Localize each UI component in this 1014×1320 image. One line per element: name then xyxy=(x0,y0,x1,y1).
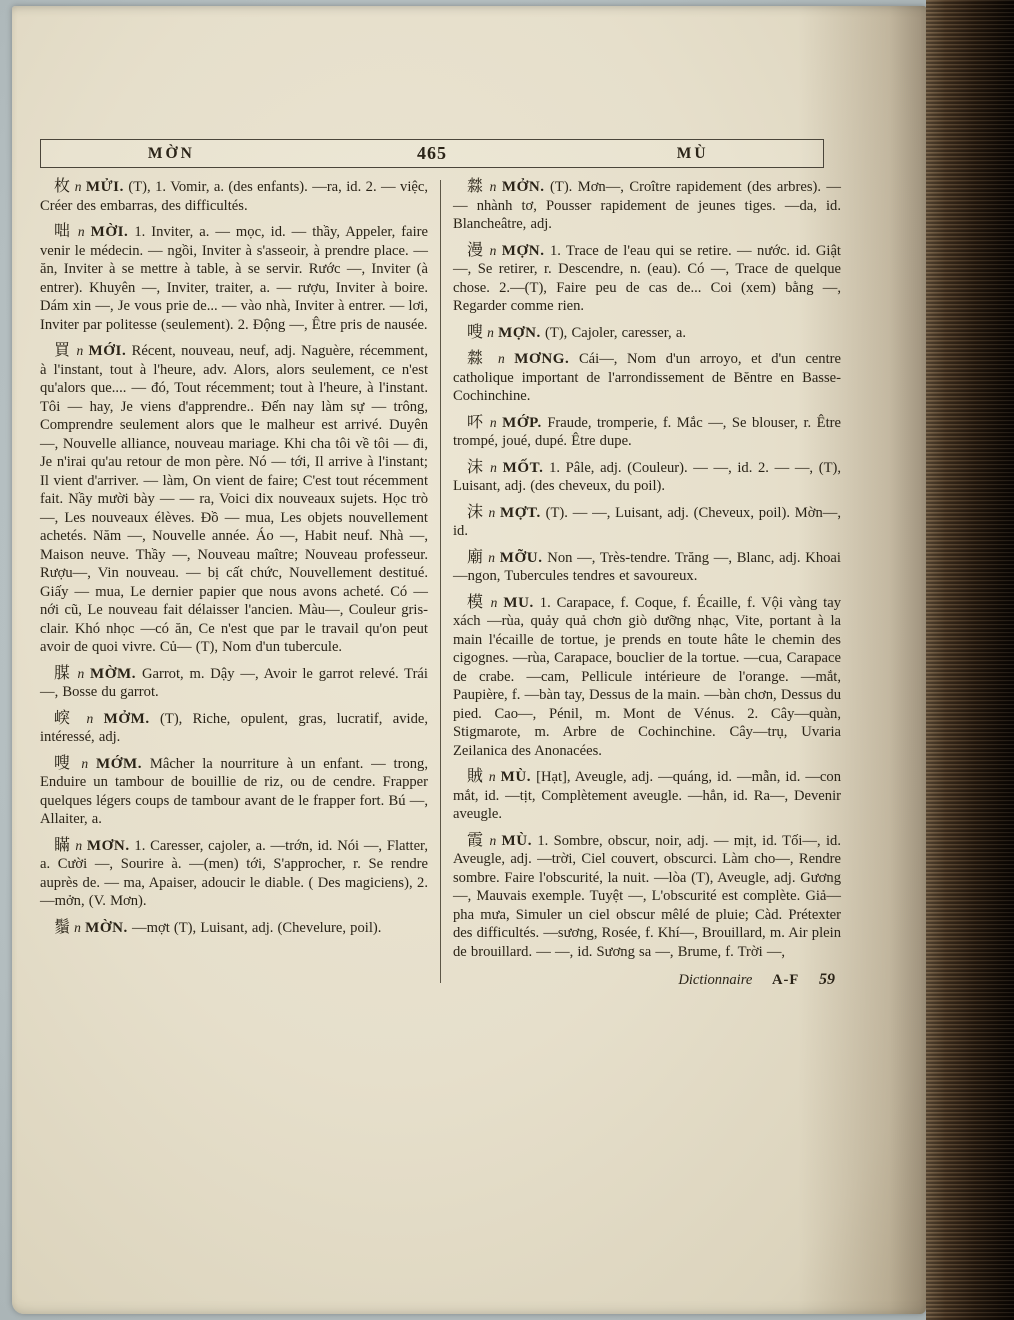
dictionary-entry xyxy=(40,919,428,938)
column-right xyxy=(453,178,841,989)
page-footer xyxy=(453,971,841,989)
part-of-speech: n xyxy=(77,224,85,239)
book-page xyxy=(12,6,926,1314)
running-head-left: MỜN xyxy=(147,144,195,162)
part-of-speech: n xyxy=(490,459,497,475)
part-of-speech: n xyxy=(489,414,497,430)
dictionary-entry xyxy=(453,504,841,541)
hanzi-glyph: 賊 xyxy=(467,768,484,785)
hanzi-glyph: 廟 xyxy=(467,548,484,566)
entry-definition: Cái—, Nom d'un arroyo, et d'un centre catholique important de l'arrondissement de Bĕntre en Basse-Cochinchine. xyxy=(453,351,841,404)
entry-headword: MÙ. xyxy=(501,832,533,849)
hanzi-glyph: 㵘 xyxy=(467,178,485,195)
entry-headword: MU. xyxy=(503,594,534,611)
dictionary-entry xyxy=(453,832,841,962)
entry-headword: MÙ. xyxy=(500,769,532,785)
dictionary-entry xyxy=(40,223,428,334)
entry-definition: (T), Cajoler, caresser, a. xyxy=(545,324,686,341)
entry-headword: MƠNG. xyxy=(514,351,570,367)
part-of-speech: n xyxy=(74,919,81,935)
hanzi-glyph: 漫 xyxy=(467,241,485,259)
part-of-speech: n xyxy=(74,179,82,194)
entry-headword: MỬI. xyxy=(85,179,124,195)
hanzi-glyph: 枚 xyxy=(54,178,71,195)
footer-volume: A-F xyxy=(772,972,800,988)
text-block xyxy=(40,178,842,989)
running-head xyxy=(40,139,824,168)
entry-headword: MỚI. xyxy=(88,343,127,359)
hanzi-glyph: 瞞 xyxy=(54,836,71,854)
part-of-speech: n xyxy=(77,665,85,681)
entry-definition: (T), Riche, opulent, gras, lucratif, avide, intéressé, adj. xyxy=(40,710,429,745)
dictionary-entry xyxy=(453,459,841,496)
entry-headword: MƠN. xyxy=(86,837,130,854)
hanzi-glyph: 嗖 xyxy=(467,323,484,341)
entry-headword: MỢN. xyxy=(501,242,545,259)
hanzi-glyph: 鬚 xyxy=(54,918,71,936)
entry-definition: —mợt (T), Luisant, adj. (Chevelure, poil). xyxy=(132,919,382,936)
hanzi-glyph: 沫 xyxy=(467,503,484,521)
dictionary-entry xyxy=(453,178,841,234)
hanzi-glyph: 沫 xyxy=(467,458,485,476)
part-of-speech: n xyxy=(488,549,496,565)
entry-definition: 1. Sombre, obscur, noir, adj. — mịt, id. Tối—, id. Aveugle, adj. —trời, Ciel couvert, obscurci. Làm cho—, Rendre sombre. Faire l'obscurité, la nuit. —lòa (T), Aveugle, adj. Gương —, Mauvais exemple. Tuyệt —, L'obscurité est complète. Giả—pha mưa, Simuler un ciel obscur mêlé de pluie; Càd. Prétexter des difficultés. —sương, Rosée, f. Khí—, Brouillard, m. Air plein de brouillard. — —, id. Sương sa —, Brume, f. Trời —, xyxy=(453,832,841,960)
hanzi-glyph: 吥 xyxy=(467,413,485,431)
entry-definition: 1. Pâle, adj. (Couleur). — —, id. 2. — —, (T), Luisant, adj. (des cheveux, du poil). xyxy=(453,459,842,494)
part-of-speech: n xyxy=(497,351,505,366)
part-of-speech: n xyxy=(489,179,497,194)
entry-definition: Récent, nouveau, neuf, adj. Naguère, récemment, à l'instant, tout à l'heure, adv. Alors, alors seulement, ce n'est qu'alors que.... — đó, Tout récemment; tout à l'heure, à l'instant. Tôi — hay, Je viens d'apprendre.. Đến nay làm sự — trông, Comprendre seulement alors que le malheur est arrivé. Duyên —, Nouvelle alliance, nouveau mariage. Khi cha tôi về tôi — đi, Je n'irai qu'au retour de mon père. Nó — tới, Il arrive à l'instant; Il vient d'arriver. — làm, On vient de faire; C'est tout récemment fait. Nầy mười bày — — ra, Voici dix nouveaux sujets. Học trò —, Les nouveaux élèves. Đồ — mua, Les objets nouvellement achetés. Năm —, Nouvelle année. Áo —, Habit neuf. Nhà —, Maison neuve. Thầy —, Nouveau maître; Nouveau professeur. Rượu—, Vin nouveau. — bị cất chức, Nouvellement destitué. Giấy — mua, Le dernier papier que nous avons acheté. Có — nới cũ, Le nouveau fait délaisser l'ancien. Màu—, Couleur gris-clair. Khó nhọc —có ăn, Ce n'est que par le travail qu'on peut avoir de quoi vivre. Củ— (T), Nom d'un tubercule. xyxy=(40,343,428,655)
entry-definition: (T). Mơn—, Croître rapidement (des arbres). — — nhành tơ, Pousser rapidement de jeunes tiges. —da, id. Blancheâtre, adj. xyxy=(453,179,841,232)
hanzi-glyph: 咄 xyxy=(54,223,72,240)
part-of-speech: n xyxy=(489,832,497,848)
footer-title: Dictionnaire xyxy=(678,972,753,988)
column-right-entries xyxy=(453,178,841,969)
entry-definition: (T). — —, Luisant, adj. (Cheveux, poil). Mờn—, id. xyxy=(453,504,841,539)
dictionary-entry xyxy=(453,324,841,343)
hanzi-glyph: 模 xyxy=(467,593,485,611)
dictionary-entry xyxy=(453,350,841,406)
dictionary-entry xyxy=(453,768,841,824)
hanzi-glyph: 腜 xyxy=(54,664,72,682)
entry-definition: [Hạt], Aveugle, adj. —quáng, id. —mẫn, id. —con mắt, id. —tịt, Complètement aveugle. —hẳn, id. Ra—, Devenir aveugle. xyxy=(453,769,841,822)
part-of-speech: n xyxy=(488,504,496,520)
hanzi-glyph: 㵘 xyxy=(467,350,489,367)
entry-headword: MỞN. xyxy=(501,179,545,195)
part-of-speech: n xyxy=(86,710,94,726)
hanzi-glyph: 霞 xyxy=(467,831,485,849)
entry-headword: MỚM. xyxy=(95,755,143,772)
entry-definition: (T), 1. Vomir, a. (des enfants). —ra, id. 2. — việc, Créer des embarras, des difficultés. xyxy=(40,179,428,214)
dictionary-entry xyxy=(453,414,841,451)
part-of-speech: n xyxy=(76,343,84,358)
entry-definition: Mâcher la nourriture à un enfant. — trong, Enduire un tambour de bouillie de riz, ou de cendre. Frapper quelques légers coups de tambour avant de le frapper fort. Bú —, Allaiter, a. xyxy=(40,755,428,827)
part-of-speech: n xyxy=(490,594,498,610)
part-of-speech: n xyxy=(489,242,497,258)
dictionary-entry xyxy=(453,594,841,761)
column-left xyxy=(40,178,428,989)
entry-headword: MỜI. xyxy=(90,224,129,240)
dictionary-entry xyxy=(40,710,428,747)
hanzi-glyph: 買 xyxy=(54,342,72,359)
entry-headword: MỜM. xyxy=(90,665,137,682)
part-of-speech: n xyxy=(75,837,83,853)
entry-definition: 1. Inviter, a. — mọc, id. — thầy, Appeler, faire venir le médecin. — ngồi, Inviter à s'asseoir, à prendre place. — ăn, Inviter à se mettre à table, à se servir. Rước —, Inviter (à entrer). Khuyên —, Inviter, traiter, a. — rượu, Inviter à boire. Dám xin —, Je vous prie de... — vào nhà, Inviter à entrer. — lơi, Inviter par politesse (seulement). 2. Động —, Être pris de nausée. xyxy=(40,224,428,333)
entry-headword: MỠU. xyxy=(499,549,543,566)
entry-definition: 1. Carapace, f. Coque, f. Écaille, f. Vội vàng tay xách —rùa, quảy quả chơn giò dưỡng nhạc, Vite, portant à la main l'écaille de tortue, je prends en toute hâte le chemin des cigognes. —rùa, Carapace, bouclier de la tortue. —cua, Carapace de crabe. —cam, Pellicule intérieure de l'orange. —mắt, Paupière, f. —bàn tay, Dessus de la main. —bàn chơn, Dessus du pied. Cao—, Pénil, m. Mont de Vénus. 2. Cây—quàn, Stigmarote, m. Arbre de Cochinchine. Cây—trụ, Uvaria Zeilanica des Anonacées. xyxy=(453,594,841,759)
entry-headword: MỐT. xyxy=(502,459,544,476)
entry-definition: Non —, Très-tendre. Trăng —, Blanc, adj. Khoai —ngon, Tubercules tendres et savoureux. xyxy=(453,549,841,584)
column-divider xyxy=(440,180,441,983)
dictionary-entry xyxy=(40,665,428,702)
running-head-right: MÙ xyxy=(676,144,709,162)
entry-headword: MỢT. xyxy=(499,504,541,521)
entry-definition: Fraude, tromperie, f. Mắc —, Se blouser, r. Être trompé, joué, dupé. Être dupe. xyxy=(453,414,841,449)
entry-definition: 1. Caresser, cajoler, a. —trớn, id. Nói —, Flatter, a. Cười —, Sourire à. —(men) tới, S'approcher, r. Se rendre auprès de. — ma, Apaiser, adoucir le diable. ( Des magiciens), 2. —mởn, (V. Mơn). xyxy=(40,837,428,909)
hanzi-glyph: 㟮 xyxy=(54,709,77,727)
part-of-speech: n xyxy=(487,324,494,340)
book-page-edges xyxy=(926,0,1014,1320)
entry-headword: MỞM. xyxy=(103,710,150,727)
entry-headword: MỢN. xyxy=(498,324,541,341)
dictionary-entry xyxy=(453,549,841,586)
page-number: 465 xyxy=(417,143,447,163)
dictionary-entry xyxy=(40,755,428,829)
entry-headword: MỚP. xyxy=(502,414,542,431)
entry-headword: MỜN. xyxy=(85,919,128,936)
hanzi-glyph: 嗖 xyxy=(54,754,74,772)
part-of-speech: n xyxy=(81,755,89,771)
dictionary-entry xyxy=(40,837,428,911)
entry-definition: 1. Trace de l'eau qui se retire. — nước. id. Giật—, Se retirer, r. Descendre, n. (eau). Có —, Trace de quelque chose. 2.—(T), Faire peu de cas de... Coi (xem) bằng —, Regarder comme rien. xyxy=(453,242,841,314)
dictionary-entry xyxy=(40,342,428,657)
dictionary-entry xyxy=(453,242,841,316)
entry-definition: Garrot, m. Dậy —, Avoir le garrot relevé. Trái —, Bosse du garrot. xyxy=(40,665,428,700)
part-of-speech: n xyxy=(488,769,496,784)
footer-page-number: 59 xyxy=(819,971,835,988)
dictionary-entry xyxy=(40,178,428,215)
